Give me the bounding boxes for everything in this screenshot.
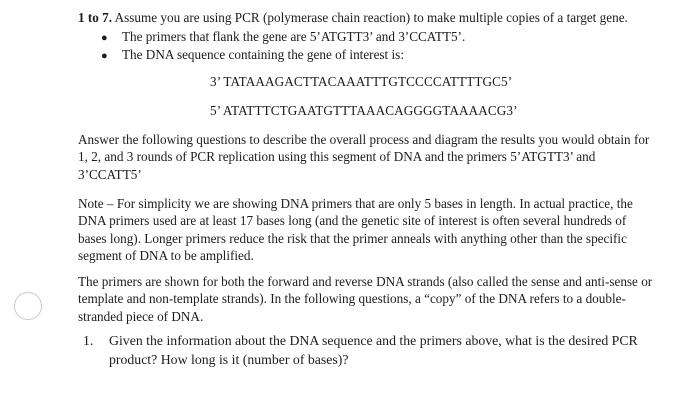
bullet-icon: ●	[101, 32, 108, 44]
bullet-text: The primers that flank the gene are 5’ATGTT3’ and 3’CCATT5’.	[122, 29, 466, 44]
problem-number: 1 to 7.	[78, 10, 113, 25]
problem-heading	[78, 9, 628, 26]
question-text-line1: Given the information about the DNA sequence and the primers above, what is the desired PCR	[109, 333, 638, 348]
bullet-item-sequence	[101, 46, 404, 65]
note-paragraph: Note – For simplicity we are showing DNA primers that are only 5 bases in length. In actual practice, the DNA primers used are at least 17 bases long (and the genetic site of interest is often several hundreds of bases long). Longer primers reduce the risk that the primer anneals with anything other than the specific segment of DNA to be amplified.	[78, 196, 633, 263]
question-text-line2: product? How long is it (number of bases)?	[109, 352, 349, 367]
bullet-icon: ●	[101, 50, 108, 62]
problem-intro-text: Assume you are using PCR (polymerase chain reaction) to make multiple copies of a target gene.	[112, 10, 628, 25]
question-1	[83, 331, 643, 369]
instructions-paragraph: Answer the following questions to describe the overall process and diagram the results you would obtain for 1, 2, and 3 rounds of PCR replication using this segment of DNA and the primers 5’ATGTT3’ and 3’CCATT5’	[78, 132, 650, 182]
primers-info-paragraph: The primers are shown for both the forward and reverse DNA strands (also called the sense and anti-sense or template and non-template strands). In the following questions, a “copy” of the DNA refers to a double-stranded piece of DNA.	[78, 274, 653, 324]
dna-strand-5-to-3: 5’ ATATTTCTGAATGTTTAAACAGGGGTAAAACG3’	[210, 103, 518, 118]
question-number: 1.	[83, 333, 94, 348]
dna-strand-3-to-5: 3’ TATAAAGACTTACAAATTTGTCCCCATTTTGC5’	[210, 74, 513, 89]
bullet-text: The DNA sequence containing the gene of interest is:	[122, 47, 404, 62]
bullet-item-primers	[101, 28, 465, 47]
answer-radio-button[interactable]	[14, 292, 42, 320]
